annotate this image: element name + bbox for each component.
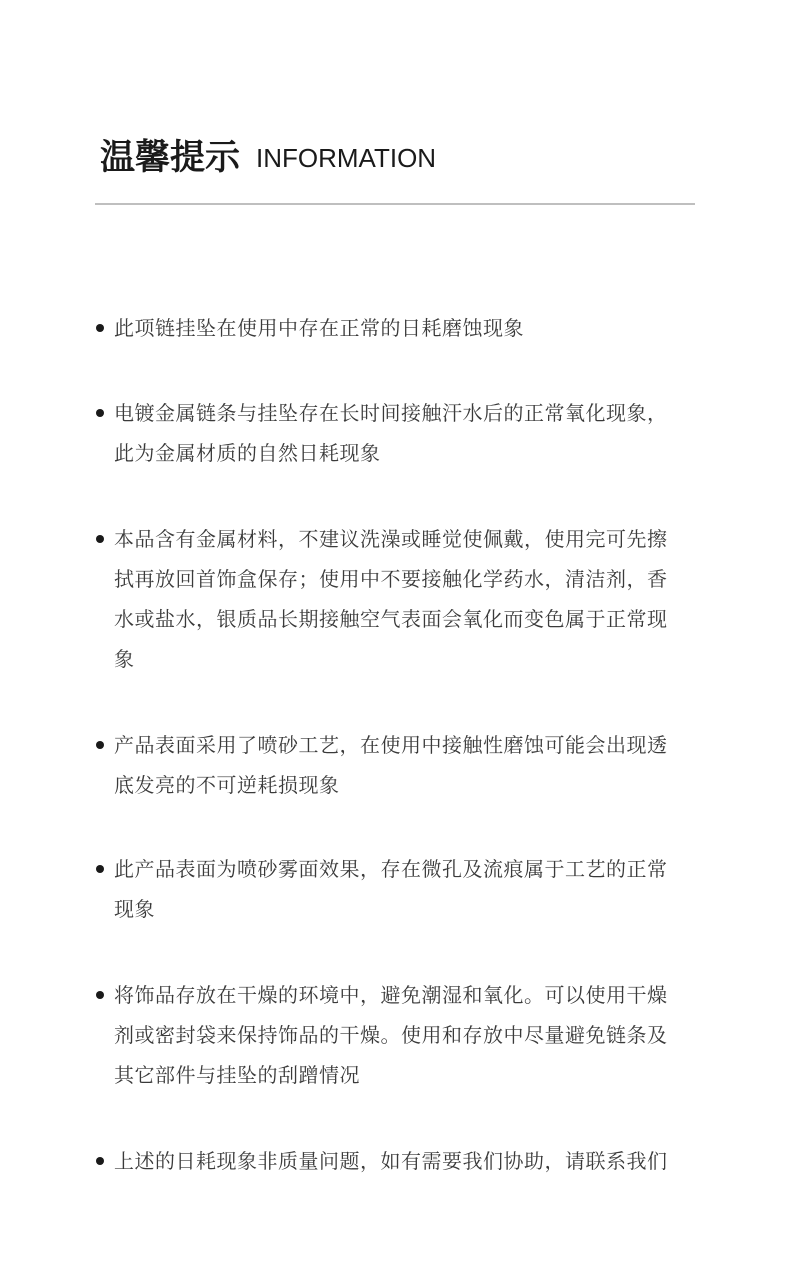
title-english: INFORMATION	[256, 143, 437, 173]
bullet-dot-icon	[96, 324, 104, 332]
notice-item	[96, 393, 674, 473]
bullet-dot-icon	[96, 409, 104, 417]
bullet-dot-icon	[96, 535, 104, 543]
notice-text: 此产品表面为喷砂雾面效果，存在微孔及流痕属于工艺的正常现象	[114, 857, 668, 921]
notice-text: 本品含有金属材料，不建议洗澡或睡觉使佩戴，使用完可先擦拭再放回首饰盒保存；使用中不要接触化学药水，清洁剂，香水或盐水，银质品长期接触空气表面会氧化而变色属于正常现象	[114, 527, 668, 671]
notice-text: 上述的日耗现象非质量问题，如有需要我们协助，请联系我们	[114, 1149, 668, 1173]
notice-text: 电镀金属链条与挂坠存在长时间接触汗水后的正常氧化现象，此为金属材质的自然日耗现象	[114, 401, 668, 465]
header-divider	[95, 203, 695, 205]
notice-item	[96, 519, 674, 679]
notice-item	[96, 849, 674, 929]
bullet-dot-icon	[96, 865, 104, 873]
title-chinese: 温馨提示	[100, 138, 241, 178]
notice-item	[96, 725, 674, 805]
section-header	[100, 132, 436, 180]
bullet-dot-icon	[96, 991, 104, 999]
notice-item	[96, 975, 674, 1095]
bullet-dot-icon	[96, 741, 104, 749]
notice-text: 此项链挂坠在使用中存在正常的日耗磨蚀现象	[114, 316, 524, 340]
notice-text: 产品表面采用了喷砂工艺，在使用中接触性磨蚀可能会出现透底发亮的不可逆耗损现象	[114, 733, 668, 797]
bullet-dot-icon	[96, 1157, 104, 1165]
notice-item	[96, 1141, 674, 1181]
notice-item	[96, 308, 674, 348]
notice-text: 将饰品存放在干燥的环境中，避免潮湿和氧化。可以使用干燥剂或密封袋来保持饰品的干燥。使用和存放中尽量避免链条及其它部件与挂坠的刮蹭情况	[114, 983, 668, 1087]
